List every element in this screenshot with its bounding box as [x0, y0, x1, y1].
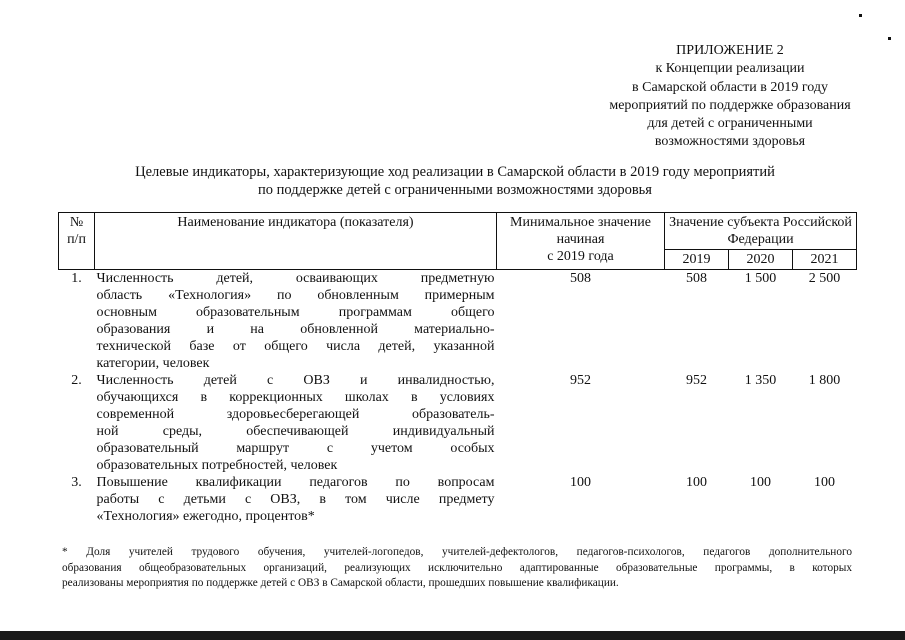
footnote-line: образования общеобразовательных организаций, реализующих исключительно адаптированные образовательные программы, в которых: [62, 561, 852, 574]
row-number: 2.: [71, 373, 82, 388]
table-row: [59, 270, 857, 373]
indicators-table: [58, 212, 857, 525]
appendix-line: мероприятий по поддержке образования: [609, 97, 851, 113]
value-2019: 508: [686, 271, 707, 286]
scan-mark-right: [888, 37, 891, 40]
min-value: 952: [570, 373, 591, 388]
heading-line: Целевые индикаторы, характеризующие ход реализации в Самарской области в 2019 году мероприятий: [135, 164, 775, 180]
footnote: [62, 545, 852, 592]
scan-border-bottom: [0, 631, 905, 640]
table-header-row: [59, 213, 857, 250]
footnote-line: реализованы мероприятия по поддержке детей с ОВЗ в Самарской области, прошедших повышение квалификации.: [62, 577, 619, 589]
document-heading: [60, 163, 850, 199]
header-name: Наименование индикатора (показателя): [95, 213, 497, 270]
header-min: Минимальное значение начиная с 2019 года: [497, 213, 665, 270]
table-row: [59, 372, 857, 474]
header-subject: Значение субъекта Российской Федерации: [665, 213, 857, 250]
value-2021: 1 800: [808, 373, 841, 388]
header-year-2019: 2019: [665, 250, 729, 270]
footnote-line: * Доля учителей трудового обучения, учителей-логопедов, учителей-дефектологов, педагогов-психологов, педагогов дополнительного: [62, 546, 852, 558]
appendix-block: [540, 42, 905, 152]
row-number: 3.: [71, 475, 82, 490]
value-2020: 100: [750, 475, 771, 490]
appendix-line: для детей с ограниченными: [647, 116, 813, 132]
indicator-name: Численность детей, осваивающих предметную область «Технология» по обновленным примерным основным образовательным программам общего образования и на обновленной материально- технической базе от общего числа детей, указанной категории, человек: [96, 271, 495, 371]
header-year-2020: 2020: [729, 250, 793, 270]
heading-line: по поддержке детей с ограниченными возможностями здоровья: [258, 182, 652, 198]
header-num: № п/п: [59, 213, 95, 270]
value-2019: 100: [686, 475, 707, 490]
appendix-title: ПРИЛОЖЕНИЕ 2: [676, 43, 784, 58]
indicator-name: Численность детей с ОВЗ и инвалидностью, обучающихся в коррекционных школах в условиях современной здоровьесберегающей образователь- ной среды, обеспечивающей индивидуальный образовательный маршрут с учетом особых образовательных потребностей, человек: [96, 373, 495, 473]
min-value: 508: [570, 271, 591, 286]
value-2019: 952: [686, 373, 707, 388]
appendix-line: возможностями здоровья: [654, 134, 806, 150]
row-number: 1.: [71, 271, 82, 286]
appendix-line: к Концепции реализации: [655, 61, 805, 77]
header-year-2021: 2021: [793, 250, 857, 270]
scan-mark-top: [859, 14, 862, 17]
value-2021: 100: [814, 475, 836, 490]
value-2020: 1 350: [744, 373, 777, 388]
value-2021: 2 500: [808, 271, 841, 286]
indicator-name: Повышение квалификации педагогов по вопросам работы с детьми с ОВЗ, в том числе предмету «Технология» ежегодно, процентов*: [96, 475, 495, 524]
appendix-line: в Самарской области в 2019 году: [632, 79, 828, 95]
value-2020: 1 500: [744, 271, 777, 286]
table-row: [59, 474, 857, 525]
min-value: 100: [570, 475, 591, 490]
